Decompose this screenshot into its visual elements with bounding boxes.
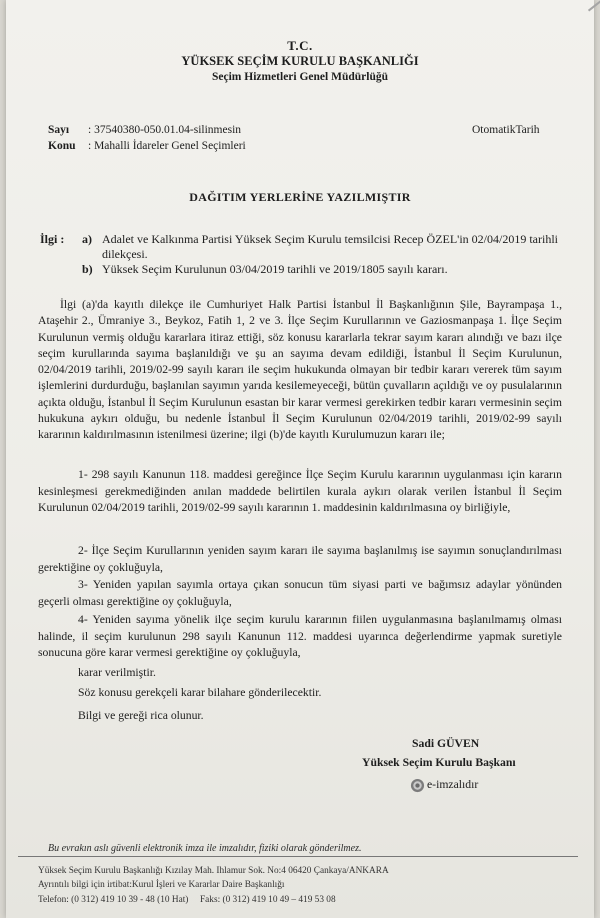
signatory-name: Sadi GÜVEN [412, 737, 480, 750]
header-department: Seçim Hizmetleri Genel Müdürlüğü [212, 71, 388, 83]
ilgi-section [40, 232, 558, 277]
closing-line-3: Bilgi ve gereği rica olunur. [78, 709, 204, 722]
konu-label: Konu [48, 140, 76, 152]
sayi-label: Sayı [48, 124, 70, 136]
staple-mark [588, 0, 600, 17]
closing-line-1: karar verilmiştir. [78, 666, 156, 679]
meta-sayi [48, 124, 241, 136]
sayi-value: : 37540380-050.01.04-silinmesin [88, 124, 242, 136]
signatory-title: Yüksek Seçim Kurulu Başkanı [362, 756, 516, 769]
ilgi-a-text: Adalet ve Kalkınma Partisi Yüksek Seçim Kurulu temsilcisi Recep ÖZEL'in 02/04/2019 tarihli dilekçesi. [102, 232, 558, 261]
ruling-2: 2- İlçe Seçim Kurullarının yeniden sayım kararı ile sayıma başlanılmış ise sayımın sonuçlandırılması gerektiğine oy çokluğuyla, [38, 544, 562, 574]
ruling-3: 3- Yeniden yapılan sayımla ortaya çıkan sonucun tüm siyasi parti ve bağımsız adaylar yönünden geçerli olması gerektiğine oy çokluğuyla, [38, 578, 562, 608]
ilgi-a-key: a) [82, 232, 92, 246]
meta-konu [48, 140, 246, 152]
closing-line-2: Söz konusu gerekçeli karar bilahare gönderilecektir. [78, 686, 322, 699]
ilgi-b-key: b) [82, 262, 93, 276]
ilgi-row-a [40, 232, 558, 262]
distribution-heading: DAĞITIM YERLERİNE YAZILMIŞTIR [189, 190, 411, 204]
header-institution: YÜKSEK SEÇİM KURULU BAŞKANLIĞI [181, 54, 419, 68]
footer-divider [18, 856, 578, 857]
ruling-4: 4- Yeniden sayıma yönelik ilçe seçim kurulu kararının fiilen uygulanmasına başlanılmamış olması halinde, il seçim kurulunun 298 sayılı Kanunun 112. maddesi uyarınca değerlendirme yapmak suretiyle sonucuna göre karar vermesi gerektiğine oy çokluğuyla, [38, 613, 562, 659]
electronic-signature-notice: Bu evrakın aslı güvenli elektronik imza ile imzalıdır, fiziki olarak gönderilmez. [48, 843, 362, 854]
ilgi-label: İlgi : [40, 232, 65, 246]
e-signature-seal-icon [410, 778, 425, 793]
ruling-1: 1- 298 sayılı Kanunun 118. maddesi gereğince İlçe Seçim Kurulu kararının uygulanması için kararın kesinleşmesi gerekmediğinden anılan maddede belirtilen kurala aykırı olarak verilen İstanbul İl Seçim Kurulunun 02/04/2019 tarihli, 2019/02-99 sayılı kararının 1. maddesinin kaldırılmasına oy birliğiyle, [38, 468, 562, 514]
ilgi-row-b [40, 262, 558, 277]
footer-phone: Telefon: (0 312) 419 10 39 - 48 (10 Hat) Faks: (0 312) 419 10 49 – 419 53 08 [38, 895, 336, 905]
footer-contact: Ayrıntılı bilgi için irtibat:Kurul İşleri ve Kararlar Daire Başkanlığı [38, 880, 285, 890]
body-paragraph-1: İlgi (a)'da kayıtlı dilekçe ile Cumhuriyet Halk Partisi İstanbul İl Başkanlığının Şile, Bayrampaşa 1., Ataşehir 2., Ümraniye 3., Beykoz, Fatih 1, 2 ve 3. İlçe Seçim Kurullarının ve Gaziosmanpaşa 1. İlçe Seçim Kurulunun vermiş olduğu kararlara itiraz ettiği, söz konusu kararlarla tekrar sayım kararı alındığı ve bazı ilçe seçim kurullarında sayıma başlanıldığı ve şu an sayıma devam edildiği, İstanbul İl Seçim Kurulunun, 02/04/2019 tarihli, 2019/02-99 sayılı kararı ile seçim hukukunda olmayan bir tedbir kararı vererek tüm sayım işlemlerini durdurduğu, başlanılan sayımın yarıda kesilemeyeceği, bütün çuvalların açıldığı ve oy pusulalarının açıkta olduğu, İstanbul İl Seçim Kurulunun esastan bir karar vermesi gerekirken tedbir kararı vermesinin seçim hukukuna aykırı olduğu, bu nedenle İstanbul İl Seçim Kurulunun 02/04/2019 tarihli, 2019/02-99 sayılı kararının kaldırılmasının istenilmesi üzerine; ilgi (b)'de kayıtlı Kurulumuzun kararı ile; [38, 298, 562, 442]
document-page [6, 0, 594, 918]
footer-address: Yüksek Seçim Kurulu Başkanlığı Kızılay Mah. Ihlamur Sok. No:4 06420 Çankaya/ANKARA [38, 866, 389, 876]
meta-date: OtomatikTarih [472, 124, 540, 136]
header-tc: T.C. [287, 38, 313, 53]
konu-value: : Mahalli İdareler Genel Seçimleri [88, 140, 246, 152]
ilgi-b-text: Yüksek Seçim Kurulunun 03/04/2019 tarihli ve 2019/1805 sayılı kararı. [102, 262, 448, 276]
e-signature-note: e-imzalıdır [427, 778, 479, 791]
